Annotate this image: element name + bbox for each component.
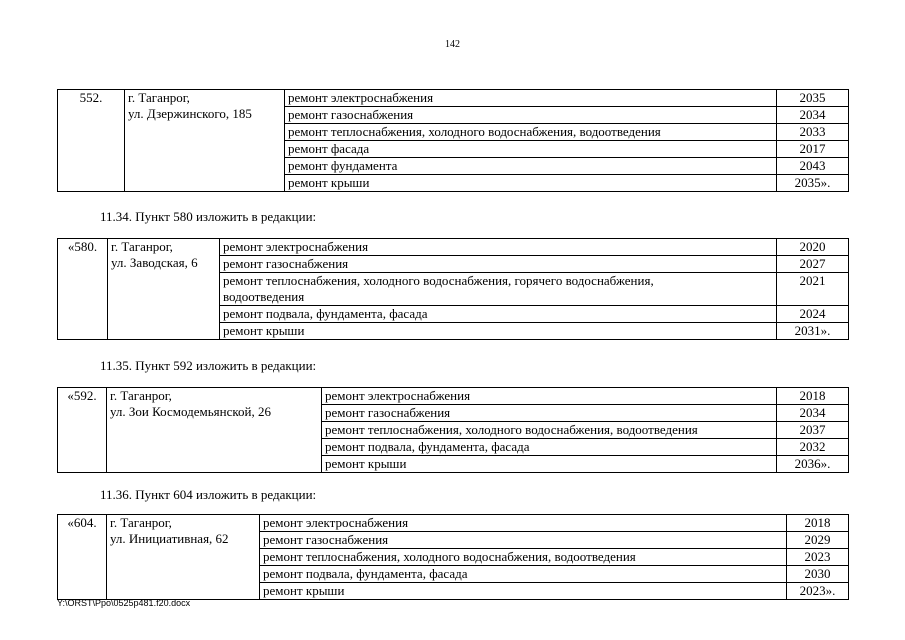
work-year: 2027 — [777, 256, 849, 273]
work-type: ремонт электроснабжения — [285, 90, 777, 107]
work-year: 2024 — [777, 306, 849, 323]
table-item-604 — [57, 514, 849, 600]
work-year: 2031». — [777, 323, 849, 340]
work-type: ремонт подвала, фундамента, фасада — [220, 306, 777, 323]
address-city: г. Таганрог, — [110, 388, 172, 403]
work-type: ремонт фасада — [285, 141, 777, 158]
address-city: г. Таганрог, — [111, 239, 173, 254]
address-street: ул. Зои Космодемьянской, 26 — [110, 404, 271, 419]
table-row — [58, 388, 849, 405]
section-heading-604: 11.36. Пункт 604 изложить в редакции: — [100, 487, 317, 502]
work-year: 2029 — [787, 532, 849, 549]
work-type: ремонт теплоснабжения, холодного водоснабжения, водоотведения — [322, 422, 777, 439]
work-year: 2018 — [777, 388, 849, 405]
item-number: «592. — [58, 388, 107, 473]
work-year: 2035 — [777, 90, 849, 107]
work-year: 2034 — [777, 107, 849, 124]
address-cell — [107, 515, 260, 600]
work-type: ремонт электроснабжения — [260, 515, 787, 532]
address-cell — [107, 388, 322, 473]
table-item-592 — [57, 387, 849, 473]
work-year: 2023». — [787, 583, 849, 600]
address-city: г. Таганрог, — [110, 515, 172, 530]
work-type: ремонт электроснабжения — [322, 388, 777, 405]
work-type-line2: водоотведения — [223, 289, 305, 304]
address-city: г. Таганрог, — [128, 90, 190, 105]
work-type-line1: ремонт теплоснабжения, холодного водоснабжения, горячего водоснабжения, — [223, 273, 654, 288]
work-year: 2036». — [777, 456, 849, 473]
work-type: ремонт газоснабжения — [285, 107, 777, 124]
table-row — [58, 90, 849, 107]
item-number: «580. — [58, 239, 108, 340]
address-street: ул. Инициативная, 62 — [110, 531, 229, 546]
work-year: 2017 — [777, 141, 849, 158]
work-year: 2023 — [787, 549, 849, 566]
file-path-footer: Y:\ORST\Ppo\0525p481.f20.docx — [57, 598, 191, 608]
work-type: ремонт крыши — [322, 456, 777, 473]
address-street: ул. Дзержинского, 185 — [128, 106, 252, 121]
table-row — [58, 515, 849, 532]
work-year: 2018 — [787, 515, 849, 532]
section-heading-580: 11.34. Пункт 580 изложить в редакции: — [100, 209, 317, 224]
table-item-552 — [57, 89, 849, 192]
address-cell — [125, 90, 285, 192]
section-heading-592: 11.35. Пункт 592 изложить в редакции: — [100, 358, 317, 373]
work-type: ремонт теплоснабжения, холодного водоснабжения, водоотведения — [260, 549, 787, 566]
work-type: ремонт фундамента — [285, 158, 777, 175]
work-type: ремонт газоснабжения — [220, 256, 777, 273]
page-number: 142 — [445, 39, 460, 50]
address-cell — [108, 239, 220, 340]
work-type — [220, 273, 777, 306]
work-year: 2035». — [777, 175, 849, 192]
work-year: 2033 — [777, 124, 849, 141]
work-year: 2032 — [777, 439, 849, 456]
work-year: 2020 — [777, 239, 849, 256]
work-type: ремонт газоснабжения — [322, 405, 777, 422]
table-item-580 — [57, 238, 849, 340]
work-year: 2043 — [777, 158, 849, 175]
work-year: 2037 — [777, 422, 849, 439]
item-number: «604. — [58, 515, 107, 600]
work-type: ремонт крыши — [220, 323, 777, 340]
work-type: ремонт газоснабжения — [260, 532, 787, 549]
work-year: 2034 — [777, 405, 849, 422]
work-year: 2030 — [787, 566, 849, 583]
work-type: ремонт крыши — [260, 583, 787, 600]
work-year: 2021 — [777, 273, 849, 306]
address-street: ул. Заводская, 6 — [111, 255, 198, 270]
work-type: ремонт подвала, фундамента, фасада — [322, 439, 777, 456]
table-row — [58, 239, 849, 256]
work-type: ремонт крыши — [285, 175, 777, 192]
item-number: 552. — [58, 90, 125, 192]
work-type: ремонт электроснабжения — [220, 239, 777, 256]
work-type: ремонт подвала, фундамента, фасада — [260, 566, 787, 583]
work-type: ремонт теплоснабжения, холодного водоснабжения, водоотведения — [285, 124, 777, 141]
